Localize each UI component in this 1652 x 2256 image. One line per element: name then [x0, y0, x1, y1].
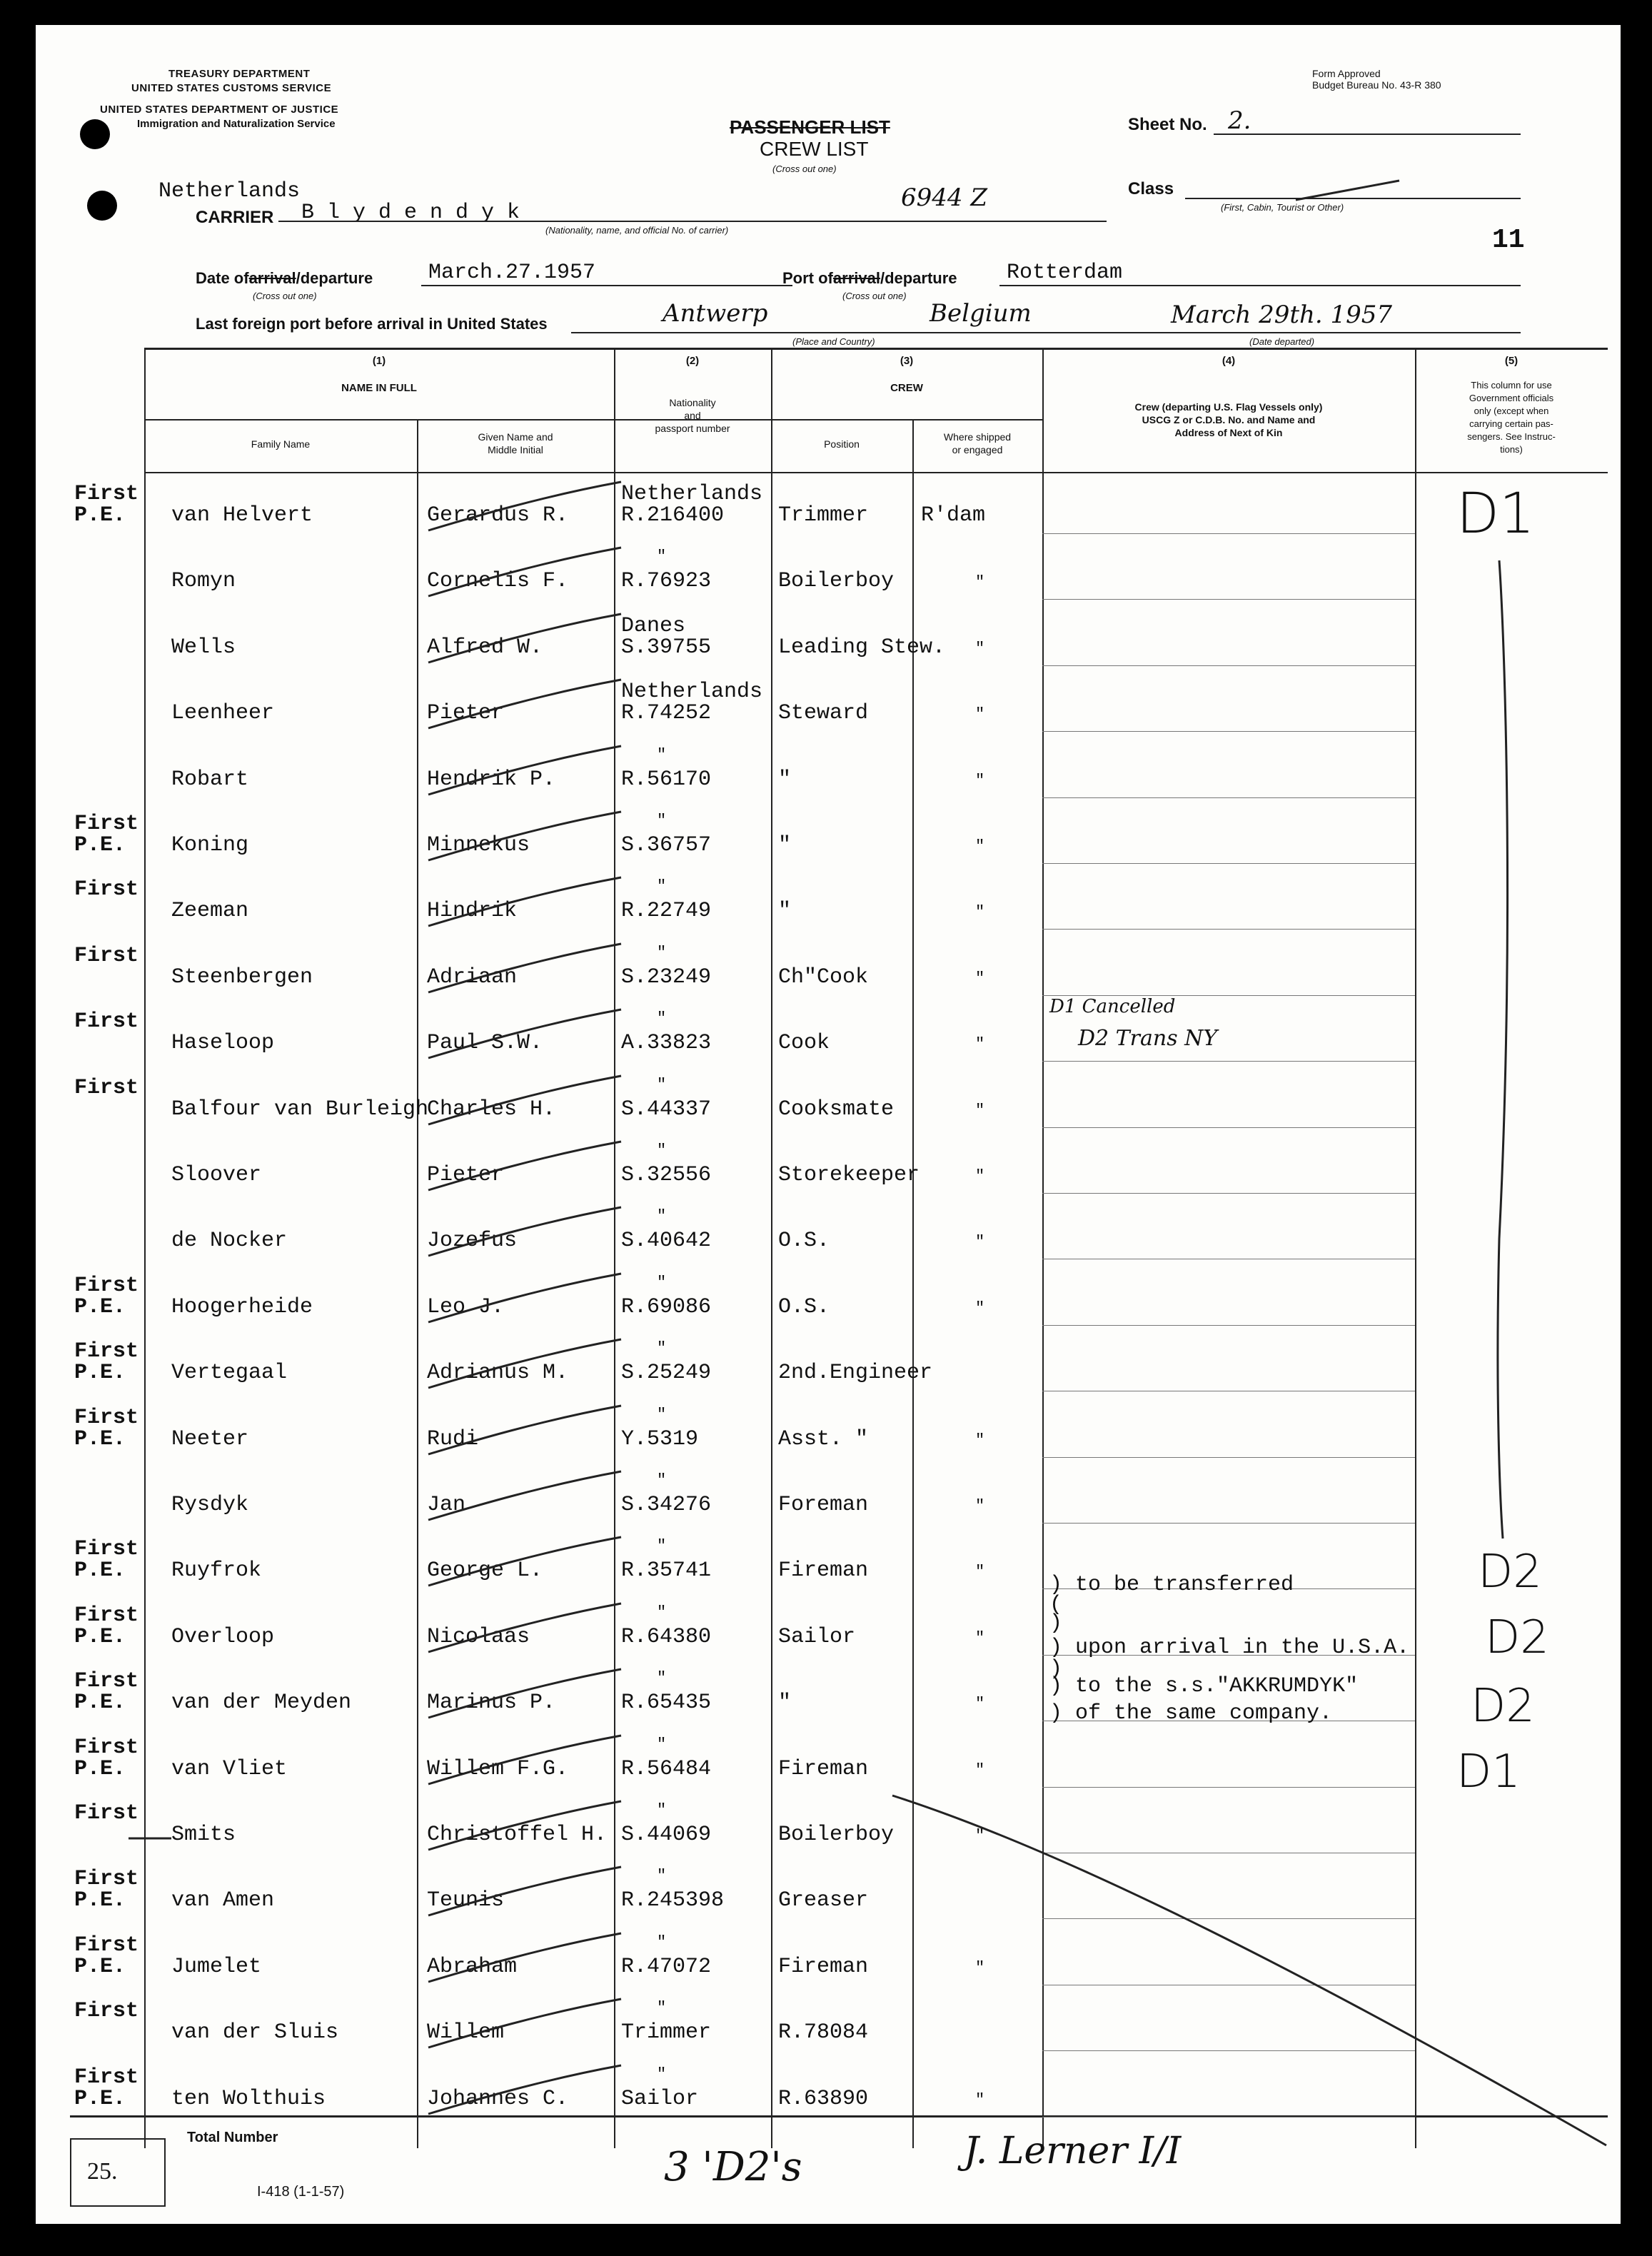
position: Storekeeper	[778, 1163, 920, 1187]
position: "	[778, 899, 792, 924]
margin-note-1: First	[74, 877, 139, 902]
passport-number: S.44069	[621, 1823, 712, 1847]
nationality: "	[657, 1867, 667, 1885]
where-engaged: "	[975, 705, 985, 724]
family-name: Smits	[171, 1823, 236, 1847]
date-departed: March 29th. 1957	[1171, 301, 1393, 329]
where-engaged: "	[975, 771, 985, 790]
col5-line-3: only (except when	[1474, 406, 1549, 416]
sheet-label: Sheet No.	[1128, 115, 1207, 134]
passport-number: R.56484	[621, 1756, 712, 1781]
carrier-official-no: 6944 Z	[901, 183, 987, 212]
crew-list-sheet	[36, 25, 1621, 2224]
position: Fireman	[778, 1954, 869, 1979]
col5-line-5: sengers. See Instruc-	[1467, 431, 1556, 442]
port-label-post: /departure	[880, 269, 957, 287]
nationality: "	[657, 1933, 667, 1951]
given-name: Nicolaas	[427, 1624, 530, 1649]
date-departed-note: (Date departed)	[1249, 336, 1315, 347]
nationality: "	[657, 1273, 667, 1291]
col4-line-3: Address of Next of Kin	[1174, 427, 1283, 438]
port-value: Rotterdam	[1007, 261, 1123, 285]
dept-line-2: UNITED STATES CUSTOMS SERVICE	[131, 82, 332, 94]
margin-note-1: First	[74, 1735, 139, 1760]
where-engaged: "	[975, 1958, 985, 1977]
passport-number: R.69086	[621, 1294, 712, 1319]
col5-line-1: This column for use	[1471, 380, 1552, 391]
position: Fireman	[778, 1558, 869, 1583]
position: Cooksmate	[778, 1097, 895, 1122]
d2-summary: 3 'D2's	[664, 2144, 802, 2190]
col2-line-1: Nationality	[669, 397, 716, 408]
position: O.S.	[778, 1294, 830, 1319]
family-name: van Vliet	[171, 1756, 288, 1781]
official-mark-d1: D1	[1456, 1746, 1521, 1798]
family-name: Overloop	[171, 1624, 275, 1649]
position: R.78084	[778, 2020, 869, 2045]
position: Foreman	[778, 1493, 869, 1517]
official-mark-d2: D2	[1471, 1680, 1535, 1733]
where-engaged: "	[975, 1431, 985, 1449]
margin-note-2: P.E.	[74, 1426, 126, 1451]
passport-number: R.35741	[621, 1558, 712, 1583]
position: Boilerboy	[778, 569, 895, 594]
given-name: Adriaan	[427, 965, 518, 989]
haseloop-note-2: D2 Trans NY	[1078, 1026, 1218, 1051]
passport-number: S.40642	[621, 1229, 712, 1254]
carrier-name: B l y d e n d y k	[301, 201, 520, 225]
margin-note-2: P.E.	[74, 833, 126, 857]
nationality: "	[657, 1603, 667, 1621]
passport-number: R.22749	[621, 899, 712, 924]
position: Ch"Cook	[778, 965, 869, 989]
passport-number: S.34276	[621, 1493, 712, 1517]
col3b-where-1: Where shipped	[943, 431, 1012, 443]
passport-number: S.32556	[621, 1163, 712, 1187]
position: Leading Stew.	[778, 635, 946, 660]
col5-line-6: tions)	[1500, 444, 1523, 455]
col1-number: (1)	[372, 355, 386, 367]
margin-note-1: First	[74, 1801, 139, 1826]
margin-note-1: First	[74, 1603, 139, 1628]
last-port-country: Belgium	[930, 299, 1032, 328]
last-port-place: Antwerp	[663, 299, 768, 328]
where-engaged: "	[975, 1299, 985, 1317]
port-label-struck: arrival	[832, 269, 880, 287]
where-engaged: "	[975, 1497, 985, 1515]
date-label-struck: arrival	[248, 269, 296, 287]
col5-line-4: carrying certain pas-	[1469, 418, 1553, 429]
passport-number: R.65435	[621, 1691, 712, 1716]
given-name: Willem	[427, 2020, 505, 2045]
passport-number: S.25249	[621, 1361, 712, 1386]
position: Boilerboy	[778, 1823, 895, 1847]
transfer-line-4: ) upon arrival in the U.S.A.	[1049, 1636, 1410, 1660]
port-cross-note: (Cross out one)	[842, 291, 907, 301]
given-name: Willem F.G.	[427, 1756, 569, 1781]
nationality: "	[657, 1669, 667, 1688]
col3-title: CREW	[890, 382, 923, 394]
family-name: Neeter	[171, 1426, 249, 1451]
where-engaged: "	[975, 1563, 985, 1581]
col3b-where-2: or engaged	[952, 444, 1003, 455]
col3-number: (3)	[900, 355, 914, 367]
margin-note-1: First	[74, 1867, 139, 1892]
family-name: van Helvert	[171, 503, 313, 528]
where-engaged: "	[975, 1628, 985, 1647]
given-name: George L.	[427, 1558, 543, 1583]
position: 2nd.Engineer	[778, 1361, 933, 1386]
margin-note-2: P.E.	[74, 1361, 126, 1386]
transfer-line-7: ) of the same company.	[1049, 1701, 1333, 1726]
transfer-line-5: )	[1049, 1657, 1063, 1681]
margin-note-2: P.E.	[74, 503, 126, 528]
where-engaged: "	[975, 573, 985, 592]
col2-line-2: and	[684, 410, 701, 421]
margin-note-1: First	[74, 1339, 139, 1364]
passport-number: R.245398	[621, 1888, 725, 1913]
passport-number: R.74252	[621, 701, 712, 726]
title-struck: PASSENGER LIST	[730, 116, 890, 138]
col1b-given-name-2: Middle Initial	[488, 444, 543, 455]
dept-line-3: UNITED STATES DEPARTMENT OF JUSTICE	[100, 104, 339, 116]
where-engaged: "	[975, 903, 985, 922]
margin-note-1: First	[74, 812, 139, 836]
transfer-line-3: )	[1049, 1611, 1063, 1636]
total-label: Total Number	[187, 2130, 278, 2145]
given-name: Pieter	[427, 701, 505, 726]
position: Steward	[778, 701, 869, 726]
cross-out-note: (Cross out one)	[772, 163, 837, 174]
nationality: "	[657, 1405, 667, 1424]
given-name: Jozefus	[427, 1229, 518, 1254]
where-engaged: "	[975, 2090, 985, 2109]
where-engaged: "	[975, 1101, 985, 1119]
position: O.S.	[778, 1229, 830, 1254]
nationality: "	[657, 1075, 667, 1094]
col4-number: (4)	[1222, 355, 1236, 367]
port-label-pre: Port of	[782, 269, 833, 287]
family-name: Vertegaal	[171, 1361, 288, 1386]
carrier-nationality: Netherlands	[158, 179, 301, 203]
haseloop-note-1: D1 Cancelled	[1049, 996, 1176, 1017]
nationality: Danes	[621, 613, 686, 638]
where-engaged: R'dam	[921, 503, 986, 528]
nationality: "	[657, 1339, 667, 1358]
nationality: "	[657, 1735, 667, 1753]
passport-number: R.56170	[621, 767, 712, 792]
family-name: Ruyfrok	[171, 1558, 262, 1583]
family-name: ten Wolthuis	[171, 2086, 326, 2111]
col4-line-2: USCG Z or C.D.B. No. and Name and	[1142, 414, 1316, 425]
nationality: Netherlands	[621, 482, 763, 506]
margin-note-1: First	[74, 1075, 139, 1100]
family-name: Robart	[171, 767, 249, 792]
passport-number: S.39755	[621, 635, 712, 660]
place-country-note: (Place and Country)	[792, 336, 875, 347]
margin-note-1: First	[74, 2065, 139, 2090]
dept-line-4: Immigration and Naturalization Service	[137, 118, 336, 130]
given-name: Cornelis F.	[427, 569, 569, 594]
official-mark-d2: D2	[1485, 1611, 1549, 1664]
given-name: Adrianus M.	[427, 1361, 569, 1386]
passport-number: S.23249	[621, 965, 712, 989]
position: R.63890	[778, 2086, 869, 2111]
where-engaged: "	[975, 1827, 985, 1845]
official-mark-d1: D1	[1456, 482, 1535, 546]
date-label-pre: Date of	[196, 269, 249, 287]
signature-initials: J. Lerner I/I	[964, 2130, 1182, 2172]
passport-number: Y.5319	[621, 1426, 699, 1451]
pen-strokes	[36, 25, 1621, 2224]
family-name: Leenheer	[171, 701, 275, 726]
form-approved: Form Approved	[1312, 68, 1381, 79]
date-label-post: /departure	[296, 269, 373, 287]
col1b-given-name-1: Given Name and	[478, 431, 553, 443]
family-name: van Amen	[171, 1888, 275, 1913]
position: Greaser	[778, 1888, 869, 1913]
family-name: Sloover	[171, 1163, 262, 1187]
family-name: Romyn	[171, 569, 236, 594]
given-name: Johannes C.	[427, 2086, 569, 2111]
margin-note-2: P.E.	[74, 1558, 126, 1583]
family-name: Wells	[171, 635, 236, 660]
margin-note-1: First	[74, 1405, 139, 1430]
col5-line-2: Government officials	[1469, 393, 1554, 403]
total-count: 25.	[87, 2158, 118, 2185]
col1-title: NAME IN FULL	[341, 382, 417, 394]
nationality: Netherlands	[621, 680, 763, 705]
col1a-family-name: Family Name	[251, 438, 311, 450]
given-name: Hendrik P.	[427, 767, 556, 792]
budget-bureau: Budget Bureau No. 43-R 380	[1312, 79, 1441, 91]
nationality: "	[657, 1999, 667, 2018]
given-name: Abraham	[427, 1954, 518, 1979]
nationality: "	[657, 745, 667, 764]
given-name: Jan	[427, 1493, 466, 1517]
passport-number: S.44337	[621, 1097, 712, 1122]
position: "	[778, 1691, 792, 1716]
family-name: Haseloop	[171, 1031, 275, 1056]
sheet-number: 2.	[1228, 106, 1251, 135]
col3a-position: Position	[824, 438, 860, 450]
margin-note-1: First	[74, 482, 139, 506]
margin-note-2: P.E.	[74, 2086, 126, 2111]
margin-note-1: First	[74, 1273, 139, 1298]
position: "	[778, 833, 792, 857]
given-name: Rudi	[427, 1426, 479, 1451]
page-number: 11	[1492, 225, 1525, 256]
margin-note-2: P.E.	[74, 1954, 126, 1979]
nationality: "	[657, 812, 667, 830]
margin-note-2: P.E.	[74, 1624, 126, 1649]
family-name: van der Sluis	[171, 2020, 339, 2045]
class-label: Class	[1128, 179, 1174, 198]
passport-number: R.47072	[621, 1954, 712, 1979]
where-engaged: "	[975, 639, 985, 658]
nationality: "	[657, 2065, 667, 2083]
nationality: "	[657, 1801, 667, 1819]
total-number-box	[70, 2138, 166, 2207]
nationality: "	[657, 1142, 667, 1159]
where-engaged: "	[975, 969, 985, 987]
position: Sailor	[778, 1624, 856, 1649]
given-name: Hindrik	[427, 899, 518, 924]
nationality: "	[657, 1471, 667, 1489]
where-engaged: "	[975, 1233, 985, 1252]
passport-number: A.33823	[621, 1031, 712, 1056]
where-engaged: "	[975, 1035, 985, 1054]
given-name: Paul S.W.	[427, 1031, 543, 1056]
margin-note-2: P.E.	[74, 1691, 126, 1716]
family-name: de Nocker	[171, 1229, 288, 1254]
margin-note-2: P.E.	[74, 1756, 126, 1781]
margin-note-1: First	[74, 1537, 139, 1562]
official-mark-d2: D2	[1478, 1546, 1542, 1598]
passport-number: R.64380	[621, 1624, 712, 1649]
given-name: Pieter	[427, 1163, 505, 1187]
page-title: CREW LIST	[760, 138, 869, 160]
given-name: Minnekus	[427, 833, 530, 857]
nationality: "	[657, 1207, 667, 1226]
col5-number: (5)	[1504, 355, 1518, 367]
col2-line-3: passport number	[655, 423, 730, 434]
class-note: (First, Cabin, Tourist or Other)	[1221, 202, 1344, 213]
passport-number: S.36757	[621, 833, 712, 857]
position: "	[778, 767, 792, 792]
where-engaged: "	[975, 1167, 985, 1185]
margin-note-1: First	[74, 1999, 139, 2024]
margin-note-2: P.E.	[74, 1888, 126, 1913]
nationality: "	[657, 877, 667, 896]
where-engaged: "	[975, 837, 985, 855]
position: Trimmer	[778, 503, 869, 528]
margin-note-1: First	[74, 1009, 139, 1034]
nationality: "	[657, 1009, 667, 1028]
position: Fireman	[778, 1756, 869, 1781]
transfer-line-2: (	[1049, 1593, 1063, 1617]
given-name: Teunis	[427, 1888, 505, 1913]
family-name: Hoogerheide	[171, 1294, 313, 1319]
margin-note-1: First	[74, 1669, 139, 1694]
family-name: Koning	[171, 833, 249, 857]
passport-number: Sailor	[621, 2086, 699, 2111]
position: Asst. "	[778, 1426, 869, 1451]
nationality: "	[657, 943, 667, 962]
family-name: Steenbergen	[171, 965, 313, 989]
where-engaged: "	[975, 1695, 985, 1713]
margin-note-2: P.E.	[74, 1294, 126, 1319]
passport-number: R.76923	[621, 569, 712, 594]
passport-number: R.216400	[621, 503, 725, 528]
carrier-label: CARRIER	[196, 208, 274, 227]
passport-number: Trimmer	[621, 2020, 712, 2045]
carrier-note: (Nationality, name, and official No. of carrier)	[545, 225, 729, 236]
margin-note-1: First	[74, 943, 139, 968]
given-name: Leo J.	[427, 1294, 505, 1319]
family-name: Rysdyk	[171, 1493, 249, 1517]
transfer-line-1: ) to be transferred	[1049, 1573, 1294, 1597]
last-port-label: Last foreign port before arrival in United States	[196, 315, 548, 333]
dept-line-1: TREASURY DEPARTMENT	[168, 68, 311, 80]
family-name: Zeeman	[171, 899, 249, 924]
family-name: Jumelet	[171, 1954, 262, 1979]
margin-note-1: First	[74, 1933, 139, 1958]
family-name: van der Meyden	[171, 1691, 352, 1716]
where-engaged: "	[975, 1761, 985, 1779]
date-cross-note: (Cross out one)	[253, 291, 317, 301]
given-name: Christoffel H.	[427, 1823, 608, 1847]
nationality: "	[657, 1537, 667, 1556]
given-name: Charles H.	[427, 1097, 556, 1122]
date-value: March.27.1957	[428, 261, 596, 285]
nationality: "	[657, 548, 667, 566]
position: Cook	[778, 1031, 830, 1056]
form-number: I-418 (1-1-57)	[257, 2184, 345, 2200]
given-name: Alfred W.	[427, 635, 543, 660]
given-name: Marinus P.	[427, 1691, 556, 1716]
col2-number: (2)	[685, 355, 700, 367]
given-name: Gerardus R.	[427, 503, 569, 528]
col4-line-1: Crew (departing U.S. Flag Vessels only)	[1134, 401, 1323, 413]
transfer-line-6: ) to the s.s."AKKRUMDYK"	[1049, 1674, 1359, 1698]
family-name: Balfour van Burleigh	[171, 1097, 429, 1122]
